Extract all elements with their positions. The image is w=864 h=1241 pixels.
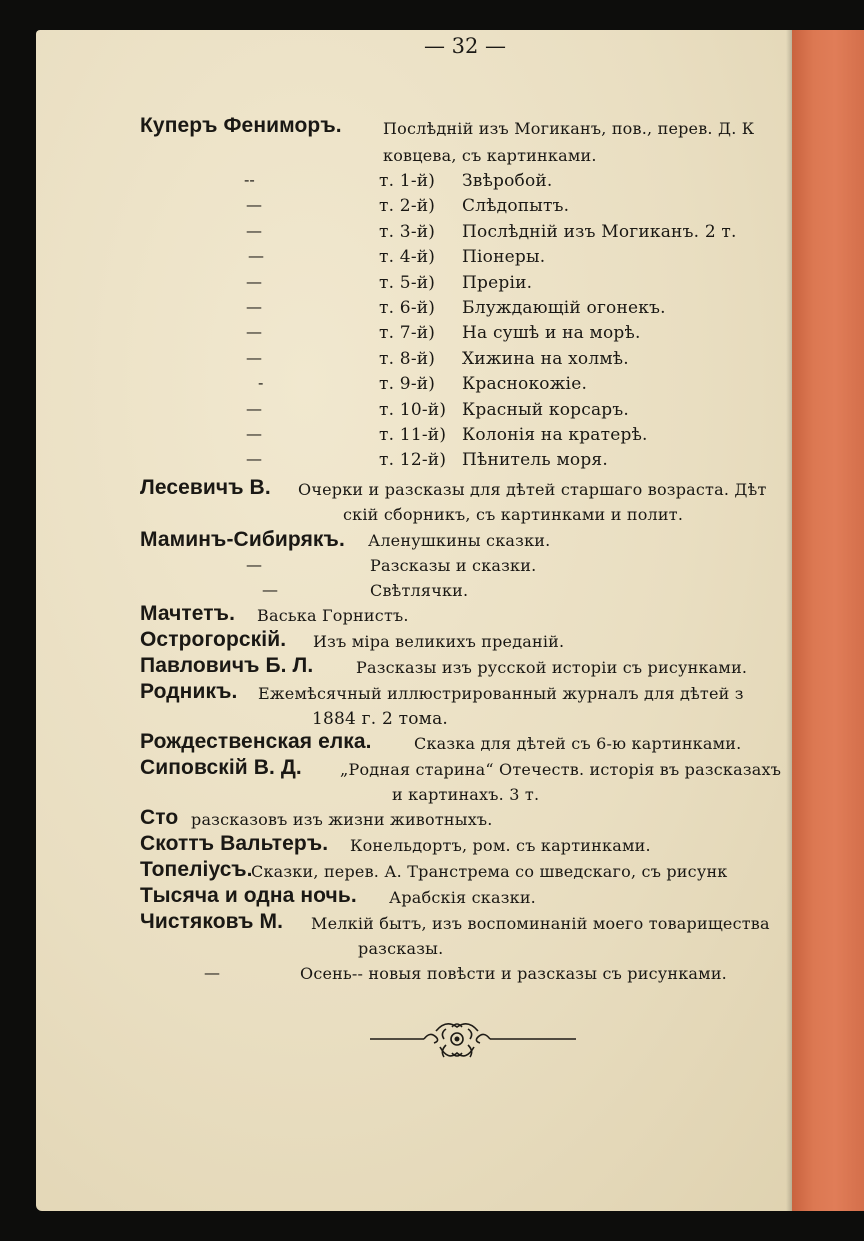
ditto-dash: —: [246, 220, 262, 240]
ditto-dash: —: [246, 555, 262, 574]
author-lesevich: Лесевичъ В.: [140, 476, 271, 499]
ditto-dash: —: [246, 297, 262, 316]
chistyakov-line1: Мелкій бытъ, изъ воспоминаній моего товарищества: [311, 914, 770, 933]
chistyakov-line2: разсказы.: [358, 939, 444, 958]
ditto-dash: —: [246, 398, 262, 418]
ditto-dash: -: [258, 373, 264, 393]
chistyakov-line3: Осень-- новыя повѣсти и разсказы съ рисунками.: [300, 964, 727, 983]
ditto-dash: —: [246, 449, 262, 469]
volume-title: Преріи.: [462, 272, 533, 293]
author-scott: Скоттъ Вальтеръ.: [140, 832, 329, 855]
mamin-line2: Разсказы и сказки.: [370, 556, 537, 575]
volume-title: Блуждающій огонекъ.: [462, 298, 666, 318]
cooper-title-line1: Послѣдній изъ Могиканъ, пов., перев. Д. К: [383, 119, 755, 138]
volume-number: т. 4-й): [379, 247, 436, 268]
author-sto: Сто: [140, 806, 179, 829]
mamin-line1: Аленушкины сказки.: [368, 531, 551, 550]
volume-number: т. 11-й): [379, 425, 447, 445]
machtet-title: Васька Горнистъ.: [257, 606, 409, 625]
volume-number: т. 3-й): [379, 221, 436, 242]
ditto-dash: --: [244, 170, 255, 189]
volume-title: На сушѣ и на морѣ.: [462, 323, 641, 344]
rodnik-line2: 1884 г. 2 тома.: [312, 709, 449, 729]
cooper-title-line2: ковцева, съ картинками.: [383, 146, 597, 165]
rodnik-line1: Ежемѣсячный иллюстрированный журналъ для дѣтей з: [258, 684, 744, 703]
author-rozhdestvenskaya-elka: Рождественская елка.: [140, 730, 372, 753]
author-sipovsky: Сиповскій В. Д.: [140, 756, 302, 779]
volume-title: Краснокожіе.: [462, 374, 588, 395]
volume-number: т. 8-й): [379, 348, 436, 369]
tysyacha-title: Арабскія сказки.: [389, 888, 536, 907]
ditto-dash: —: [248, 246, 264, 266]
author-tysyacha-i-odna-noch: Тысяча и одна ночь.: [140, 884, 357, 907]
volume-number: т. 7-й): [379, 323, 436, 344]
author-mamin-sibiryak: Маминъ-Сибирякъ.: [140, 528, 345, 551]
volume-title: Піонеры.: [462, 247, 546, 268]
sipovsky-line1: „Родная старина“ Отечеств. исторія въ разсказахъ: [340, 760, 782, 779]
ditto-dash: —: [246, 271, 262, 291]
decorative-ornament-icon: [332, 995, 582, 1085]
author-cooper: Куперъ Фениморъ.: [140, 114, 342, 137]
author-chistyakov: Чистяковъ М.: [140, 910, 284, 933]
volume-number: т. 10-й): [379, 399, 447, 420]
volume-title: Пѣнитель моря.: [462, 450, 608, 471]
topelius-title: Сказки, перев. А. Транстрема со шведскаго, съ рисунк: [251, 862, 728, 881]
ditto-dash: —: [246, 424, 262, 443]
volume-number: т. 9-й): [379, 374, 436, 395]
ditto-dash: —: [246, 322, 262, 342]
volume-number: т. 2-й): [379, 196, 436, 217]
ostrogorsky-title: Изъ міра великихъ преданій.: [313, 632, 565, 651]
lesevich-line1: Очерки и разсказы для дѣтей старшаго возраста. Дѣт: [298, 480, 767, 499]
lesevich-line2: скій сборникъ, съ картинками и полит.: [343, 505, 684, 524]
mamin-line3: Свѣтлячки.: [370, 581, 469, 600]
volume-number: т. 6-й): [379, 298, 436, 318]
volume-title: Хижина на холмѣ.: [462, 348, 629, 369]
rozhdestvenskaya-title: Сказка для дѣтей съ 6-ю картинками.: [414, 734, 742, 753]
author-machtet: Мачтетъ.: [140, 602, 236, 625]
sto-title: разсказовъ изъ жизни животныхъ.: [191, 810, 493, 829]
author-ostrogorsky: Острогорскій.: [140, 628, 287, 651]
page-number: — 32 —: [423, 34, 507, 58]
author-topelius: Топеліусъ.: [140, 858, 253, 881]
sipovsky-line2: и картинахъ. 3 т.: [392, 785, 540, 804]
author-pavlovich: Павловичъ Б. Л.: [140, 654, 314, 677]
pavlovich-title: Разсказы изъ русской исторіи съ рисунками.: [356, 658, 748, 677]
volume-number: т. 5-й): [379, 272, 436, 293]
book-cover-edge: [792, 30, 864, 1211]
volume-title: Слѣдопытъ.: [462, 196, 570, 217]
volume-number: т. 1-й): [379, 171, 436, 191]
volume-title: Послѣдній изъ Могиканъ. 2 т.: [462, 221, 737, 242]
volume-title: Красный корсаръ.: [462, 399, 629, 420]
volume-title: Звѣробой.: [462, 171, 553, 191]
scott-title: Конельдортъ, ром. съ картинками.: [350, 836, 651, 855]
ditto-dash: —: [262, 580, 278, 599]
volume-title: Колонія на кратерѣ.: [462, 425, 648, 445]
ditto-dash: —: [246, 347, 262, 367]
ditto-dash: —: [204, 963, 220, 982]
ditto-dash: —: [246, 195, 262, 215]
author-rodnik: Родникъ.: [140, 680, 238, 703]
volume-number: т. 12-й): [379, 450, 447, 471]
